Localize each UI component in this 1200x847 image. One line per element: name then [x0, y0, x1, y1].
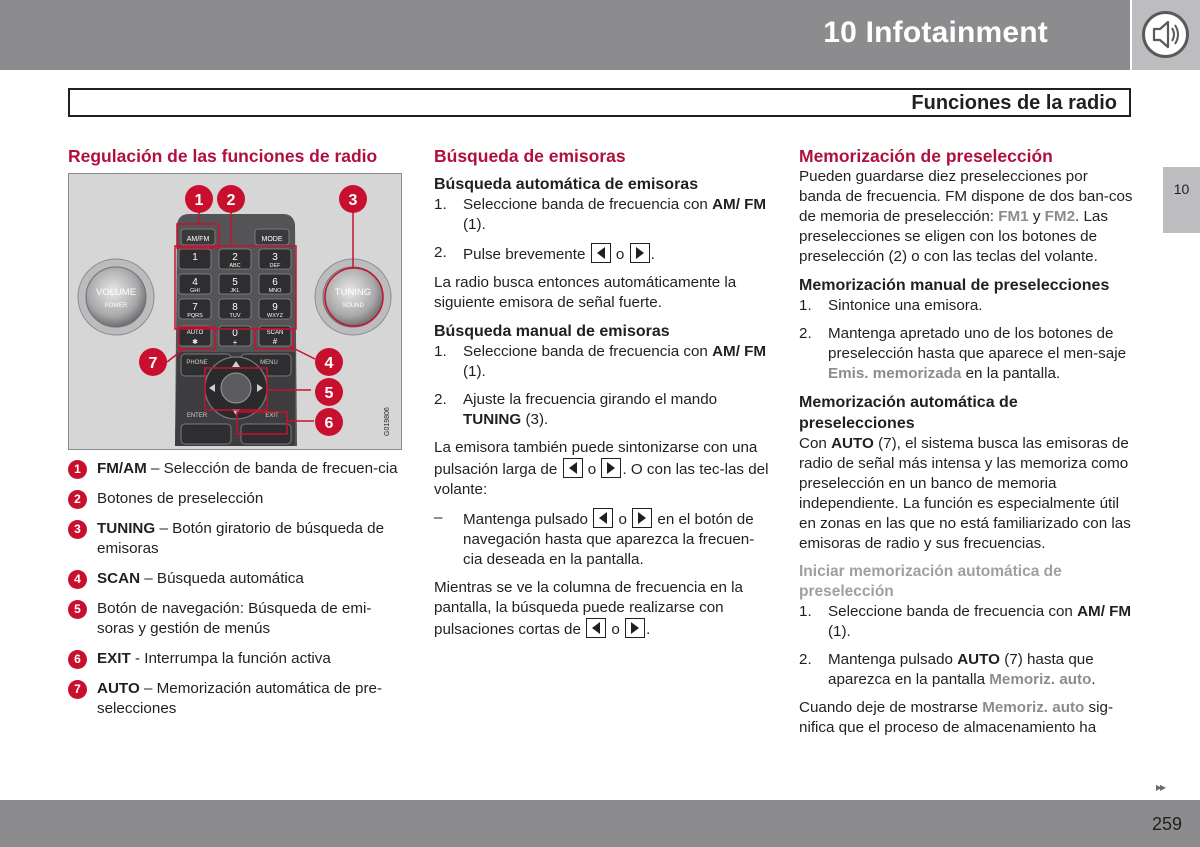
page-number: 259: [1151, 814, 1182, 834]
auto-preset-heading: Memorización automática de preselecciones: [799, 394, 1018, 432]
station-search-heading: Búsqueda de emisoras: [434, 146, 626, 166]
radio-control-panel-figure: [68, 173, 402, 450]
figure-legend: [68, 459, 403, 719]
seek-back-icon: [586, 618, 606, 638]
step-item: 2. Mantenga apretado uno de los botones de preselección hasta que aparece el men-saje Emis. memorizada en la pantalla.: [799, 325, 1127, 382]
volume-knob-label: VOLUME: [95, 287, 137, 298]
key-9: 9: [272, 302, 278, 313]
seek-forward-icon: [625, 618, 645, 638]
legend-item: 5 Botón de navegación: Búsqueda de emi-soras y gestión de menús: [68, 599, 403, 639]
short-press-paragraph: Mientras se ve la columna de frecuencia en la pantalla, la búsqueda puede realizarse con pulsaciones cortas de o .: [434, 579, 743, 638]
key-8: 8: [232, 302, 238, 313]
legend-badge: 3: [68, 520, 87, 539]
tuning-knob-label: TUNING: [334, 287, 372, 298]
key-6: 6: [272, 277, 278, 288]
key-2-letters: ABC: [229, 263, 241, 269]
legend-item: 7 AUTO – Memorización automática de pre-selecciones: [68, 679, 403, 719]
section-title: Funciones de la radio: [911, 92, 1117, 114]
key-5-letters: JKL: [230, 288, 240, 294]
figure-code: G019806: [384, 407, 391, 436]
key-3-letters: DEF: [269, 263, 281, 269]
callout-1: 1: [194, 192, 204, 209]
step-item: 1. Seleccione banda de frecuencia con AM/ FM (1).: [434, 343, 767, 380]
key-1: 1: [192, 252, 198, 263]
legend-badge: 6: [68, 650, 87, 669]
amfm-key-label: AM/FM: [186, 236, 210, 243]
legend-badge: 1: [68, 460, 87, 479]
key-7-letters: PQRS: [187, 313, 203, 319]
key-8-letters: TUV: [229, 313, 241, 319]
top-bar: [0, 0, 1130, 70]
dash-item: – Mantenga pulsado o en el botón de navegación hasta que aparezca la frecuen-cia deseada en la pantalla.: [434, 509, 755, 568]
speaker-icon: [1142, 11, 1189, 58]
column-controls: [68, 145, 403, 729]
manual-preset-heading: Memorización manual de preselecciones: [799, 277, 1110, 294]
hash-key-symbol: #: [272, 337, 278, 346]
key-4: 4: [192, 277, 198, 288]
sound-knob-label: SOUND: [342, 303, 364, 309]
mode-key-label: MODE: [261, 236, 283, 243]
legend-badge: 5: [68, 600, 87, 619]
power-knob-label: POWER: [104, 303, 128, 309]
step-item: 1. Sintonice una emisora.: [799, 297, 983, 314]
key-2: 2: [232, 252, 238, 263]
long-press-paragraph: La emisora también puede sintonizarse con una pulsación larga de o . O con las tec-las del volante:: [434, 439, 769, 498]
storage-end-paragraph: Cuando deje de mostrarse Memoriz. auto sig-nifica que el proceso de almacenamiento ha: [799, 699, 1114, 736]
auto-search-heading: Búsqueda automática de emisoras: [434, 176, 699, 193]
key-5: 5: [232, 277, 238, 288]
phone-key-label: PHONE: [186, 360, 208, 366]
callout-7: 7: [148, 355, 158, 372]
seek-back-icon: [563, 458, 583, 478]
chapter-icon-box: [1132, 0, 1200, 70]
callout-2: 2: [226, 192, 236, 209]
step-item: 2. Pulse brevemente o .: [434, 244, 655, 263]
legend-badge: 4: [68, 570, 87, 589]
start-auto-preset-heading: Iniciar memorización automática de preselección: [799, 563, 1062, 600]
legend-item: 3 TUNING – Botón giratorio de búsqueda de emisoras: [68, 519, 403, 559]
step-item: 2. Mantenga pulsado AUTO (7) hasta que aparezca en la pantalla Memoriz. auto.: [799, 651, 1096, 688]
key-6-letters: MNO: [268, 288, 282, 294]
seek-forward-icon: [632, 508, 652, 528]
auto-search-steps: [434, 195, 769, 265]
auto-search-result: La radio busca entonces automáticamente la siguiente emisora de señal fuerte.: [434, 274, 737, 311]
seek-back-icon: [593, 508, 613, 528]
callout-5: 5: [324, 385, 334, 402]
seek-back-icon: [591, 243, 611, 263]
seek-forward-icon: [601, 458, 621, 478]
key-7: 7: [192, 302, 198, 313]
star-key-symbol: ✱: [192, 339, 198, 346]
legend-item: 4 SCAN – Búsqueda automática: [68, 569, 403, 589]
seek-forward-icon: [630, 243, 650, 263]
preset-memory-heading: Memorización de preselección: [799, 146, 1053, 166]
manual-search-heading: Búsqueda manual de emisoras: [434, 323, 670, 340]
section-title-bar: [68, 88, 1131, 117]
scan-key-label: SCAN: [266, 330, 284, 336]
key-9-letters: WXYZ: [267, 313, 283, 319]
legend-badge: 2: [68, 490, 87, 509]
callout-3: 3: [348, 192, 358, 209]
legend-badge: 7: [68, 680, 87, 699]
manual-search-steps: [434, 342, 769, 430]
auto-preset-paragraph: Con AUTO (7), el sistema busca las emisoras de radio de señal más intensa y las memoriza como preselección en un banco de memoria independiente. La función es especialmente útil en zonas en las que no está familiarizado con las emisoras de radio y sus frecuencias.: [799, 435, 1131, 552]
page-footer: [0, 800, 1200, 847]
continue-arrow-icon: ▸▸: [1156, 780, 1165, 794]
column-preset-memory: [799, 145, 1134, 746]
legend-item: 6 EXIT - Interrumpa la función activa: [68, 649, 403, 669]
auto-key-label: AUTO: [186, 330, 204, 336]
callout-6: 6: [324, 415, 334, 432]
callout-4: 4: [324, 355, 334, 372]
enter-key-label: ENTER: [186, 413, 208, 419]
step-item: 2. Ajuste la frecuencia girando el mando TUNING (3).: [434, 391, 718, 428]
step-item: 1. Seleccione banda de frecuencia con AM/ FM (1).: [434, 196, 767, 233]
side-tab-label: 10: [1173, 181, 1190, 197]
chapter-title: 10 Infotainment: [823, 16, 1048, 49]
steering-wheel-steps: [434, 508, 769, 570]
exit-key-label: EXIT: [265, 413, 279, 419]
key-4-letters: GHI: [190, 288, 200, 294]
manual-preset-steps: [799, 296, 1134, 384]
chapter-side-tab[interactable]: [1163, 167, 1200, 233]
menu-key-label: MENU: [260, 360, 278, 366]
legend-item: 2 Botones de preselección: [68, 489, 403, 509]
column-station-search: [434, 145, 769, 648]
plus-key-symbol: +: [232, 338, 238, 347]
start-auto-preset-steps: [799, 602, 1134, 690]
key-3: 3: [272, 252, 278, 263]
preset-intro: Pueden guardarse diez preselecciones por banda de frecuencia. FM dispone de dos ban-cos de memoria de preselección: FM1 y FM2. Las preselecciones se eligen con los botones de preselección (2) o con las teclas del volante.: [799, 168, 1133, 265]
controls-heading: Regulación de las funciones de radio: [68, 146, 378, 166]
key-0: 0: [232, 328, 238, 339]
legend-item: 1 FM/AM – Selección de banda de frecuen-cia: [68, 459, 403, 479]
step-item: 1. Seleccione banda de frecuencia con AM/ FM (1).: [799, 603, 1132, 640]
